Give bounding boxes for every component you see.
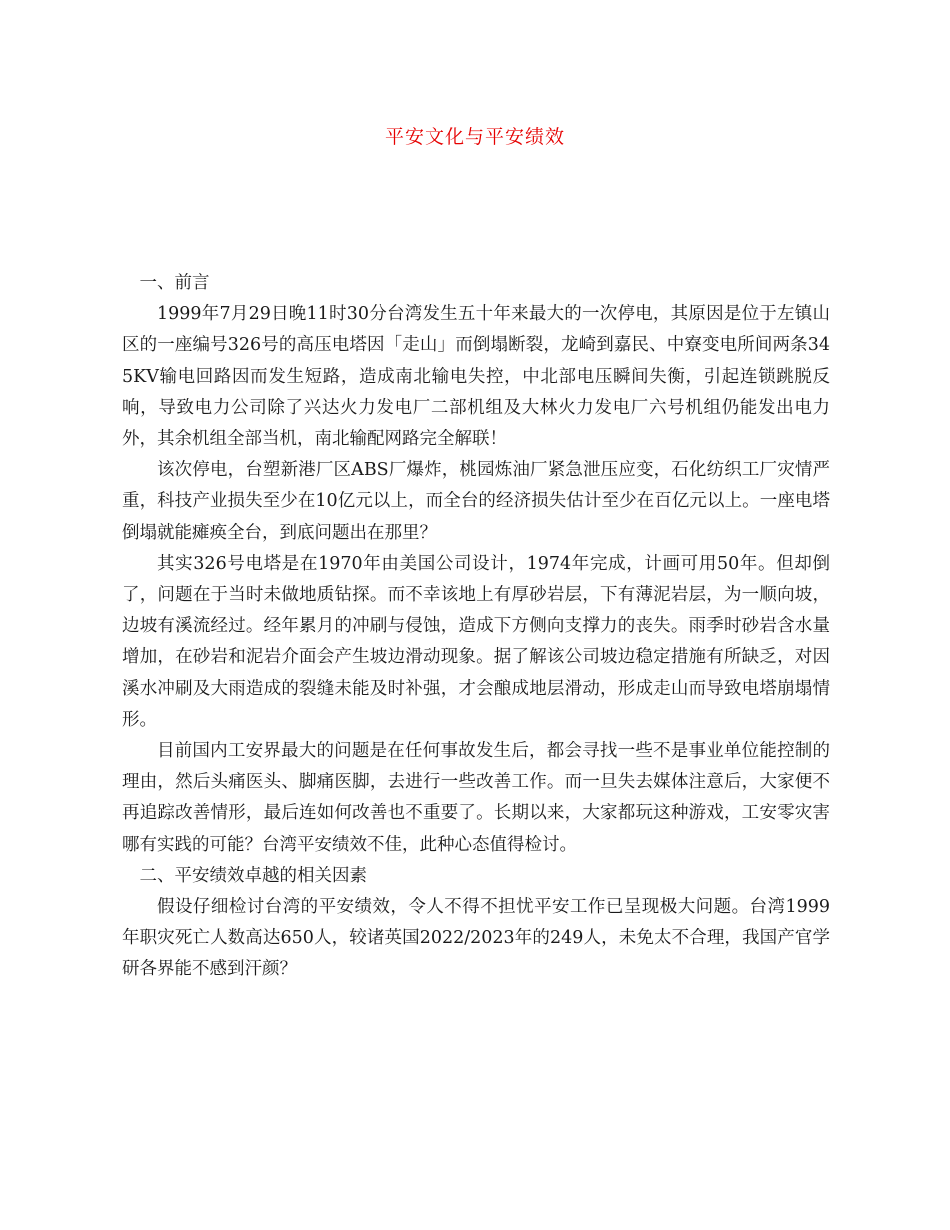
paragraph-blackout-event: 1999年7月29日晚11时30分台湾发生五十年来最大的一次停电，其原因是位于左镇山区的一座编号326号的高压电塔因「走山」而倒塌断裂，龙崎到嘉民、中寮变电所间两条345KV输电回路因而发生短路，造成南北输电失控，中北部电压瞬间失衡，引起连锁跳脱反响，导致电力公司除了兴达火力发电厂二部机组及大林火力发电厂六号机组仍能发出电力外，其余机组全部当机，南北输配网路完全解联！ [122, 304, 830, 450]
section-heading-factors: 二、平安绩效卓越的相关因素 [139, 865, 367, 886]
paragraph-industry-attitude: 目前国内工安界最大的问题是在任何事故发生后，都会寻找一些不是事业单位能控制的理由，然后头痛医头、脚痛医脚，去进行一些改善工作。而一旦失去媒体注意后，大家便不再追踪改善情形，最后连如何改善也不重要了。长期以来，大家都玩这种游戏，工安零灾害哪有实践的可能？台湾平安绩效不佳，此种心态值得检讨。 [122, 741, 830, 855]
paragraph-tower-cause: 其实326号电塔是在1970年由美国公司设计，1974年完成，计画可用50年。但却倒了，问题在于当时未做地质钻探。而不幸该地上有厚砂岩层，下有薄泥岩层，为一顺向坡，边坡有溪流经过。经年累月的冲刷与侵蚀，造成下方侧向支撑力的丧失。雨季时砂岩含水量增加，在砂岩和泥岩介面会产生坡边滑动现象。据了解该公司坡边稳定措施有所缺乏，对因溪水冲刷及大雨造成的裂缝未能及时补强，才会酿成地层滑动，形成走山而导致电塔崩塌情形。 [122, 553, 830, 730]
section-heading-intro: 一、前言 [139, 273, 210, 293]
document-body [122, 268, 830, 986]
paragraph-blackout-losses: 该次停电，台塑新港厂区ABS厂爆炸，桃园炼油厂紧急泄压应变，石化纺织工厂灾情严重，科技产业损失至少在10亿元以上，而全台的经济损失估计至少在百亿元以上。一座电塔倒塌就能瘫痪全台，到底问题出在那里？ [122, 460, 830, 543]
paragraph-fatality-comparison: 假设仔细检讨台湾的平安绩效，令人不得不担忧平安工作已呈现极大问题。台湾1999年职灾死亡人数高达650人，较诸英国2022/2023年的249人，未免太不合理，我国产官学研各界能不感到汗颜？ [122, 897, 830, 980]
document-title: 平安文化与平安绩效 [384, 126, 565, 148]
